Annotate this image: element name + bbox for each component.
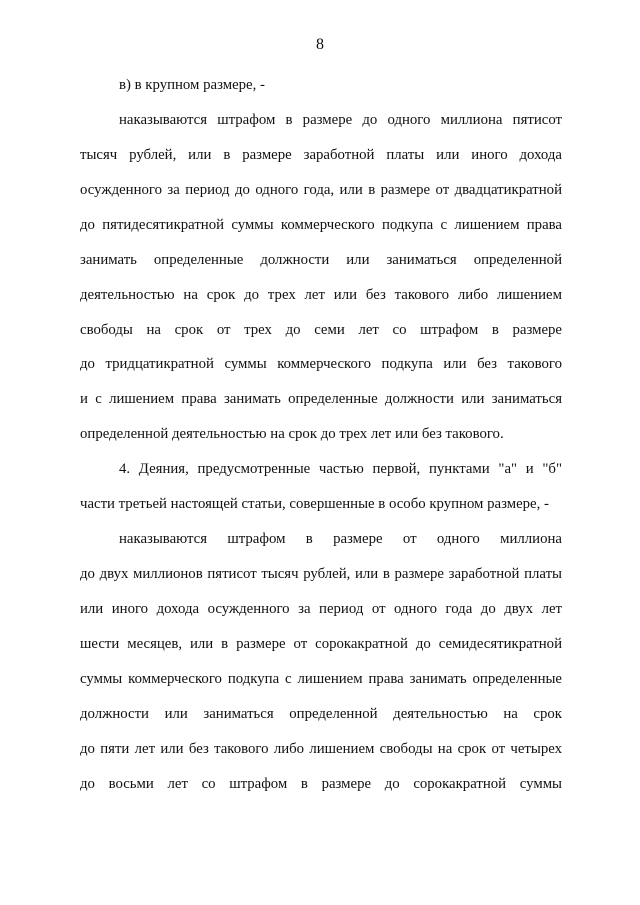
paragraph-line: занимать определенные должности или заниматься определенной [80, 252, 562, 268]
paragraph-line: до тридцатикратной суммы коммерческого подкупа или без такового [80, 356, 562, 372]
paragraph-line: до двух миллионов пятисот тысяч рублей, или в размере заработной платы [80, 566, 562, 582]
paragraph-line: определенной деятельностью на срок до трех лет или без такового. [80, 426, 504, 442]
paragraph-line: до пяти лет или без такового либо лишением свободы на срок от четырех [80, 741, 562, 757]
paragraph-line: суммы коммерческого подкупа с лишением права занимать определенные [80, 671, 562, 687]
paragraph-line: свободы на срок от трех до семи лет со штрафом в размере [80, 322, 562, 338]
paragraph-line: шести месяцев, или в размере от сорокакратной до семидесятикратной [80, 636, 562, 652]
paragraph-line: наказываются штрафом в размере до одного миллиона пятисот [119, 112, 562, 128]
paragraph-line: до восьми лет со штрафом в размере до сорокакратной суммы [80, 776, 562, 792]
paragraph-line: до пятидесятикратной суммы коммерческого подкупа с лишением права [80, 217, 562, 233]
paragraph-line: наказываются штрафом в размере от одного миллиона [119, 531, 562, 547]
paragraph-line: деятельностью на срок до трех лет или без такового либо лишением [80, 287, 562, 303]
paragraph-line: 4. Деяния, предусмотренные частью первой, пунктами "а" и "б" [119, 461, 562, 477]
paragraph-line: части третьей настоящей статьи, совершенные в особо крупном размере, - [80, 496, 549, 512]
paragraph-line: и с лишением права занимать определенные должности или заниматься [80, 391, 562, 407]
paragraph-line: тысяч рублей, или в размере заработной платы или иного дохода [80, 147, 562, 163]
paragraph-line: должности или заниматься определенной деятельностью на срок [80, 706, 562, 722]
paragraph-line: или иного дохода осужденного за период от одного года до двух лет [80, 601, 562, 617]
paragraph-line: в) в крупном размере, - [119, 77, 265, 93]
page-number: 8 [316, 36, 324, 53]
paragraph-line: осужденного за период до одного года, или в размере от двадцатикратной [80, 182, 562, 198]
